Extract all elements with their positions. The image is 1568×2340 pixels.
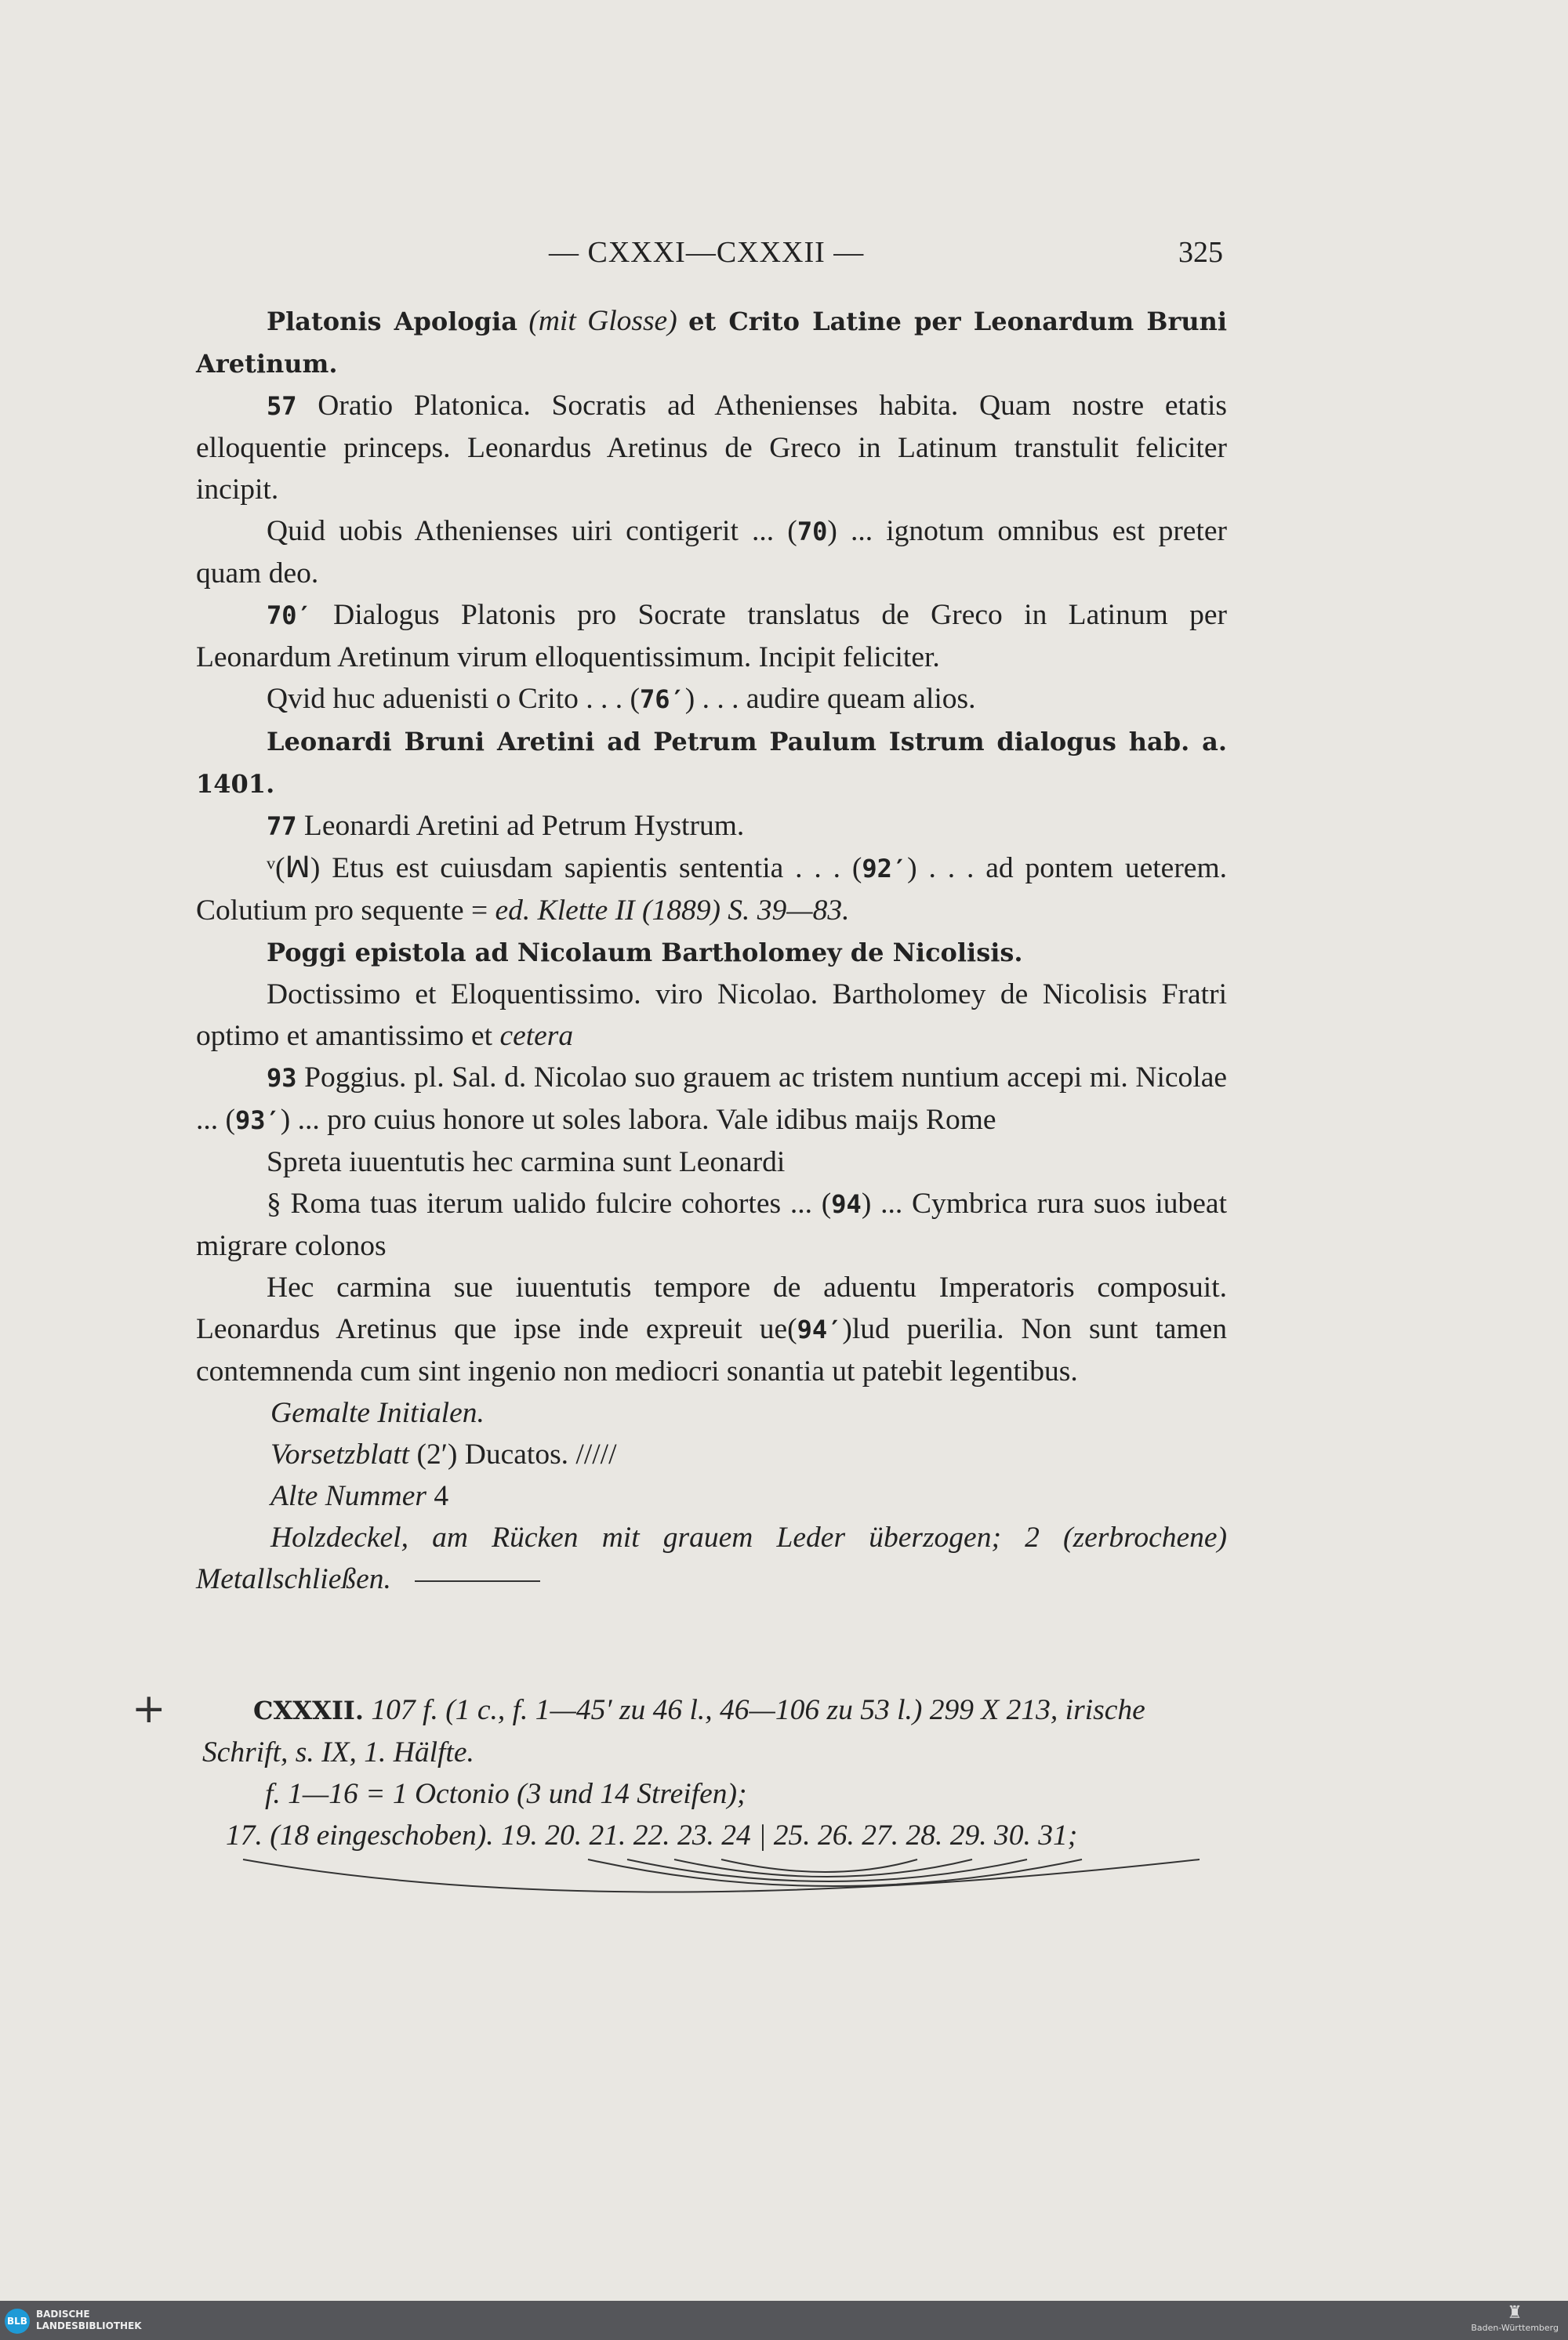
entry-paragraph: 57 Oratio Platonica. Socratis ad Athenienses habita. Quam nostre etatis elloquentie princeps. Leonardus Aretinus de Greco in Latinum transtulit feliciter incipit. (196, 390, 1227, 506)
next-entry (202, 1689, 1233, 1856)
quire-arcs (235, 1850, 1223, 1913)
quire-line: f. 1—16 = 1 Octonio (3 und 14 Streifen); (265, 1778, 747, 1810)
note-flyleaf: Vorsetzblatt (2′) Ducatos. ///// (270, 1438, 617, 1471)
entry-paragraph: Quid uobis Athenienses uiri contigerit ... (70) ... ignotum omnibus est preter quam deo. (196, 515, 1228, 590)
page-header (196, 235, 1223, 274)
viewer-footer (0, 2301, 1568, 2340)
entry-paragraph: § Roma tuas iterum ualido fulcire cohortes ... (94) ... Cymbrica rura suos iubeat migrare colonos (196, 1188, 1227, 1262)
note-old-number: Alte Nummer 4 (270, 1480, 449, 1512)
entry-paragraph: Spreta iuuentutis hec carmina sunt Leonardi (267, 1146, 786, 1178)
note-binding: Holzdeckel, am Rücken mit grauem Leder überzogen; 2 (zerbrochene) Metallschließen. (196, 1522, 1227, 1595)
quire-line: 17. (18 eingeschoben). 19. 20. 21. 22. 23. 24 | 25. 26. 27. 28. 29. 30. 31; (226, 1819, 1078, 1852)
page-number: 325 (1178, 236, 1223, 269)
entry-paragraph: Qvid huc aduenisti o Crito . . . (76′) . . . audire queam alios. (267, 683, 976, 715)
heading-poggi: Poggi epistola ad Nicolaum Bartholomey de Nicolisis. (267, 938, 1023, 967)
entry-paragraph: ᵛ(ꟽ) Etus est cuiusdam sapientis sententia . . . (92′) . . . ad pontem ueterem. Colutium pro sequente = ed. Klette II (1889) S. 39—83. (196, 852, 1227, 927)
entry-paragraph: 70′ Dialogus Platonis pro Socrate translatus de Greco in Latinum per Leonardum Aretinum virum elloquentissimum. Incipit feliciter. (196, 599, 1227, 673)
note-initials: Gemalte Initialen. (270, 1397, 485, 1429)
blb-logo: BLB (5, 2309, 30, 2334)
entry-paragraph: Hec carmina sue iuuentutis tempore de aduentu Imperatoris composuit. Leonardus Aretinus que ipse inde expreuit ue(94′)lud puerilia. Non sunt tamen contemnenda cum sint ingenio non mediocri sonantia ut patebit legentibus. (196, 1272, 1227, 1388)
crest-icon: ♜ (1507, 2303, 1523, 2323)
heading-platonis: Platonis Apologia (mit Glosse) et Crito Latine per Leonardum Bruni Aretinum. (196, 305, 1228, 379)
catalog-text (196, 300, 1227, 1600)
entry-paragraph: 93 Poggius. pl. Sal. d. Nicolao suo grauem ac tristem nuntium accepi mi. Nicolae ... (93′) ... pro cuius honore ut soles labora. Vale idibus maijs Rome (196, 1061, 1227, 1136)
margin-plus-mark: + (132, 1685, 166, 1732)
entry-paragraph: Doctissimo et Eloquentissimo. viro Nicolao. Bartholomey de Nicolisis Fratri optimo et amantissimo et cetera (196, 978, 1227, 1052)
entry-paragraph: 77 Leonardi Aretini ad Petrum Hystrum. (267, 810, 745, 842)
separator-rule (415, 1580, 540, 1582)
heading-leonardi: Leonardi Bruni Aretini ad Petrum Paulum Istrum dialogus hab. a. 1401. (196, 727, 1227, 799)
next-entry-line: CXXXII. 107 f. (1 c., f. 1—45′ zu 46 l., 46—106 zu 53 l.) 299 X 213, irische Schrift, s. IX, 1. Hälfte. (202, 1694, 1145, 1769)
library-name: BADISCHE LANDESBIBLIOTHEK (36, 2309, 142, 2331)
running-title: — CXXXI—CXXXII — (549, 236, 865, 269)
state-logo: ♜ Baden-Württemberg (1471, 2303, 1559, 2333)
